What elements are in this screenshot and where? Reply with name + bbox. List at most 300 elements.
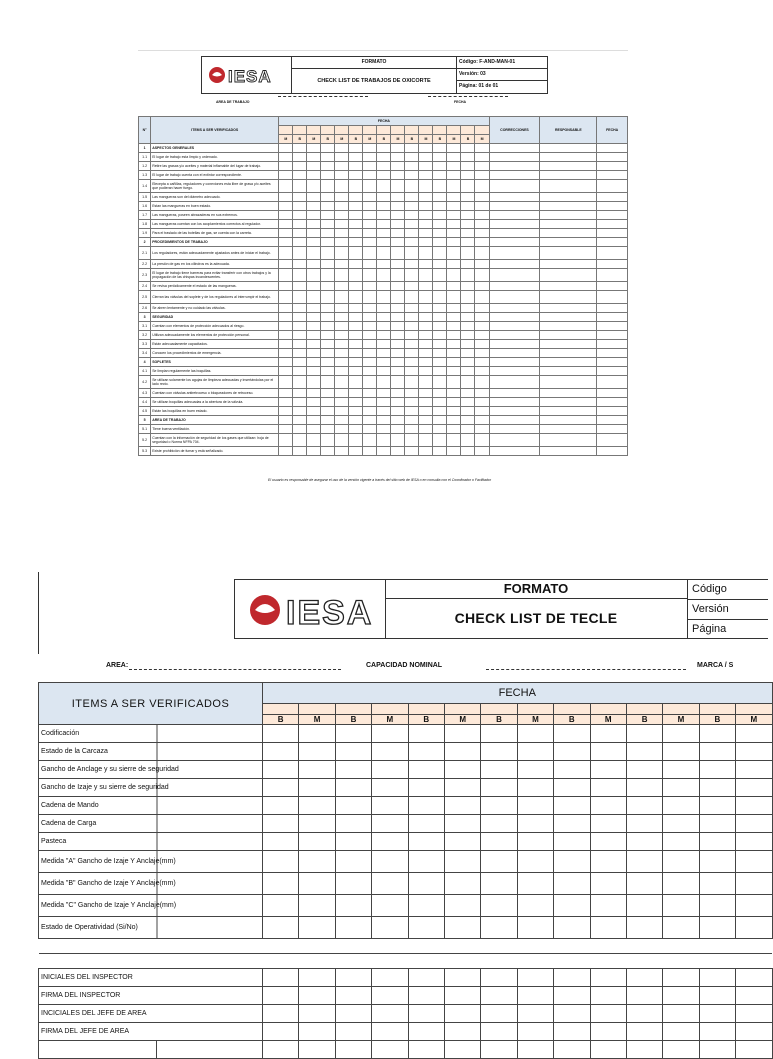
check-cell[interactable] <box>335 398 349 407</box>
check-cell[interactable] <box>736 725 772 743</box>
check-cell[interactable] <box>293 153 307 162</box>
check-cell[interactable] <box>699 815 735 833</box>
signature-cell[interactable] <box>663 969 699 987</box>
check-cell[interactable] <box>307 331 321 340</box>
check-cell[interactable] <box>321 322 335 331</box>
check-cell[interactable] <box>335 193 349 202</box>
check-cell[interactable] <box>405 322 419 331</box>
check-cell[interactable] <box>335 229 349 238</box>
check-cell[interactable] <box>408 797 444 815</box>
check-cell[interactable] <box>307 313 321 322</box>
check-cell[interactable] <box>335 269 349 282</box>
check-cell[interactable] <box>335 260 349 269</box>
check-cell[interactable] <box>391 211 405 220</box>
check-cell[interactable] <box>444 815 480 833</box>
check-cell[interactable] <box>489 238 540 247</box>
check-cell[interactable] <box>540 162 597 171</box>
signature-cell[interactable] <box>699 1005 735 1023</box>
check-cell[interactable] <box>540 229 597 238</box>
check-cell[interactable] <box>293 180 307 193</box>
check-cell[interactable] <box>517 833 553 851</box>
check-cell[interactable] <box>391 425 405 434</box>
check-cell[interactable] <box>540 202 597 211</box>
check-cell[interactable] <box>475 331 489 340</box>
check-cell[interactable] <box>433 358 447 367</box>
check-cell[interactable] <box>461 144 475 153</box>
check-cell[interactable] <box>489 193 540 202</box>
check-cell[interactable] <box>377 313 391 322</box>
check-cell[interactable] <box>349 358 363 367</box>
check-cell[interactable] <box>597 358 628 367</box>
signature-cell[interactable] <box>517 1023 553 1041</box>
check-cell[interactable] <box>540 260 597 269</box>
date-cell[interactable] <box>736 704 772 715</box>
check-cell[interactable] <box>475 367 489 376</box>
check-cell[interactable] <box>475 291 489 304</box>
check-cell[interactable] <box>377 162 391 171</box>
check-cell[interactable] <box>391 340 405 349</box>
check-cell[interactable] <box>489 322 540 331</box>
check-cell[interactable] <box>377 282 391 291</box>
check-cell[interactable] <box>447 211 461 220</box>
check-cell[interactable] <box>299 743 335 761</box>
check-cell[interactable] <box>405 229 419 238</box>
signature-cell[interactable] <box>299 1005 335 1023</box>
check-cell[interactable] <box>590 761 626 779</box>
check-cell[interactable] <box>597 340 628 349</box>
signature-cell[interactable] <box>408 1005 444 1023</box>
date-cell[interactable] <box>335 704 371 715</box>
check-cell[interactable] <box>263 873 299 895</box>
check-cell[interactable] <box>307 447 321 456</box>
check-cell[interactable] <box>363 407 377 416</box>
check-cell[interactable] <box>540 407 597 416</box>
check-cell[interactable] <box>377 322 391 331</box>
check-cell[interactable] <box>349 313 363 322</box>
check-cell[interactable] <box>335 153 349 162</box>
check-cell[interactable] <box>321 171 335 180</box>
check-cell[interactable] <box>489 425 540 434</box>
check-cell[interactable] <box>419 447 433 456</box>
check-cell[interactable] <box>349 389 363 398</box>
signature-cell[interactable] <box>663 1005 699 1023</box>
check-cell[interactable] <box>433 425 447 434</box>
check-cell[interactable] <box>461 340 475 349</box>
check-cell[interactable] <box>363 389 377 398</box>
check-cell[interactable] <box>481 917 517 939</box>
check-cell[interactable] <box>597 247 628 260</box>
check-cell[interactable] <box>321 238 335 247</box>
signature-cell[interactable] <box>699 1023 735 1041</box>
check-cell[interactable] <box>736 917 772 939</box>
check-cell[interactable] <box>444 797 480 815</box>
date-cell[interactable] <box>626 704 662 715</box>
check-cell[interactable] <box>475 304 489 313</box>
check-cell[interactable] <box>461 162 475 171</box>
check-cell[interactable] <box>279 269 293 282</box>
check-cell[interactable] <box>293 434 307 447</box>
check-cell[interactable] <box>321 162 335 171</box>
check-cell[interactable] <box>405 376 419 389</box>
date-cell[interactable] <box>481 704 517 715</box>
check-cell[interactable] <box>335 162 349 171</box>
signature-cell[interactable] <box>481 969 517 987</box>
check-cell[interactable] <box>335 425 349 434</box>
check-cell[interactable] <box>419 282 433 291</box>
check-cell[interactable] <box>554 743 590 761</box>
check-cell[interactable] <box>335 331 349 340</box>
check-cell[interactable] <box>377 260 391 269</box>
check-cell[interactable] <box>279 144 293 153</box>
check-cell[interactable] <box>626 895 662 917</box>
check-cell[interactable] <box>489 220 540 229</box>
check-cell[interactable] <box>377 389 391 398</box>
check-cell[interactable] <box>489 291 540 304</box>
check-cell[interactable] <box>335 211 349 220</box>
date-cell[interactable] <box>433 126 447 135</box>
check-cell[interactable] <box>293 304 307 313</box>
check-cell[interactable] <box>293 331 307 340</box>
check-cell[interactable] <box>405 416 419 425</box>
check-cell[interactable] <box>372 895 408 917</box>
signature-cell[interactable] <box>335 987 371 1005</box>
check-cell[interactable] <box>307 202 321 211</box>
check-cell[interactable] <box>391 144 405 153</box>
check-cell[interactable] <box>391 416 405 425</box>
check-cell[interactable] <box>419 340 433 349</box>
check-cell[interactable] <box>321 153 335 162</box>
signature-cell[interactable] <box>554 969 590 987</box>
check-cell[interactable] <box>321 229 335 238</box>
check-cell[interactable] <box>475 162 489 171</box>
check-cell[interactable] <box>475 349 489 358</box>
check-cell[interactable] <box>489 269 540 282</box>
check-cell[interactable] <box>335 376 349 389</box>
check-cell[interactable] <box>590 851 626 873</box>
check-cell[interactable] <box>335 833 371 851</box>
check-cell[interactable] <box>405 358 419 367</box>
check-cell[interactable] <box>489 247 540 260</box>
check-cell[interactable] <box>626 725 662 743</box>
check-cell[interactable] <box>307 162 321 171</box>
check-cell[interactable] <box>321 367 335 376</box>
check-cell[interactable] <box>447 447 461 456</box>
check-cell[interactable] <box>377 171 391 180</box>
check-cell[interactable] <box>391 269 405 282</box>
check-cell[interactable] <box>363 340 377 349</box>
check-cell[interactable] <box>447 282 461 291</box>
check-cell[interactable] <box>363 180 377 193</box>
check-cell[interactable] <box>349 416 363 425</box>
check-cell[interactable] <box>597 349 628 358</box>
check-cell[interactable] <box>419 220 433 229</box>
check-cell[interactable] <box>663 873 699 895</box>
check-cell[interactable] <box>597 162 628 171</box>
check-cell[interactable] <box>554 873 590 895</box>
check-cell[interactable] <box>391 291 405 304</box>
check-cell[interactable] <box>405 313 419 322</box>
check-cell[interactable] <box>408 917 444 939</box>
check-cell[interactable] <box>447 260 461 269</box>
check-cell[interactable] <box>461 367 475 376</box>
check-cell[interactable] <box>447 162 461 171</box>
check-cell[interactable] <box>597 304 628 313</box>
check-cell[interactable] <box>321 398 335 407</box>
check-cell[interactable] <box>447 153 461 162</box>
check-cell[interactable] <box>481 833 517 851</box>
check-cell[interactable] <box>263 815 299 833</box>
check-cell[interactable] <box>481 743 517 761</box>
check-cell[interactable] <box>391 153 405 162</box>
check-cell[interactable] <box>419 313 433 322</box>
check-cell[interactable] <box>481 873 517 895</box>
check-cell[interactable] <box>335 247 349 260</box>
check-cell[interactable] <box>540 269 597 282</box>
check-cell[interactable] <box>377 376 391 389</box>
check-cell[interactable] <box>489 229 540 238</box>
check-cell[interactable] <box>461 269 475 282</box>
check-cell[interactable] <box>736 779 772 797</box>
check-cell[interactable] <box>349 220 363 229</box>
check-cell[interactable] <box>349 322 363 331</box>
check-cell[interactable] <box>307 260 321 269</box>
check-cell[interactable] <box>461 247 475 260</box>
check-cell[interactable] <box>372 743 408 761</box>
check-cell[interactable] <box>597 282 628 291</box>
check-cell[interactable] <box>489 153 540 162</box>
check-cell[interactable] <box>349 229 363 238</box>
check-cell[interactable] <box>307 367 321 376</box>
date-cell[interactable] <box>554 704 590 715</box>
check-cell[interactable] <box>321 180 335 193</box>
check-cell[interactable] <box>321 447 335 456</box>
check-cell[interactable] <box>517 815 553 833</box>
check-cell[interactable] <box>540 425 597 434</box>
check-cell[interactable] <box>597 407 628 416</box>
check-cell[interactable] <box>405 238 419 247</box>
check-cell[interactable] <box>391 358 405 367</box>
check-cell[interactable] <box>335 144 349 153</box>
check-cell[interactable] <box>489 202 540 211</box>
check-cell[interactable] <box>335 282 349 291</box>
signature-cell[interactable] <box>736 1023 772 1041</box>
check-cell[interactable] <box>307 434 321 447</box>
check-cell[interactable] <box>408 873 444 895</box>
check-cell[interactable] <box>377 247 391 260</box>
check-cell[interactable] <box>419 304 433 313</box>
check-cell[interactable] <box>419 247 433 260</box>
check-cell[interactable] <box>405 349 419 358</box>
check-cell[interactable] <box>447 416 461 425</box>
check-cell[interactable] <box>540 291 597 304</box>
check-cell[interactable] <box>321 376 335 389</box>
check-cell[interactable] <box>663 833 699 851</box>
check-cell[interactable] <box>321 434 335 447</box>
check-cell[interactable] <box>372 815 408 833</box>
check-cell[interactable] <box>377 416 391 425</box>
check-cell[interactable] <box>699 851 735 873</box>
check-cell[interactable] <box>321 269 335 282</box>
signature-cell[interactable] <box>444 1023 480 1041</box>
check-cell[interactable] <box>447 322 461 331</box>
check-cell[interactable] <box>554 725 590 743</box>
check-cell[interactable] <box>363 260 377 269</box>
check-cell[interactable] <box>489 171 540 180</box>
check-cell[interactable] <box>335 349 349 358</box>
signature-cell[interactable] <box>444 1005 480 1023</box>
check-cell[interactable] <box>321 349 335 358</box>
check-cell[interactable] <box>590 917 626 939</box>
check-cell[interactable] <box>335 407 349 416</box>
check-cell[interactable] <box>335 238 349 247</box>
check-cell[interactable] <box>279 180 293 193</box>
check-cell[interactable] <box>335 180 349 193</box>
check-cell[interactable] <box>419 416 433 425</box>
check-cell[interactable] <box>335 416 349 425</box>
check-cell[interactable] <box>391 389 405 398</box>
check-cell[interactable] <box>377 398 391 407</box>
check-cell[interactable] <box>335 779 371 797</box>
check-cell[interactable] <box>626 917 662 939</box>
check-cell[interactable] <box>736 895 772 917</box>
check-cell[interactable] <box>408 895 444 917</box>
check-cell[interactable] <box>419 322 433 331</box>
check-cell[interactable] <box>433 211 447 220</box>
check-cell[interactable] <box>419 238 433 247</box>
check-cell[interactable] <box>736 815 772 833</box>
check-cell[interactable] <box>293 447 307 456</box>
check-cell[interactable] <box>321 340 335 349</box>
check-cell[interactable] <box>363 291 377 304</box>
check-cell[interactable] <box>391 162 405 171</box>
signature-cell[interactable] <box>263 1023 299 1041</box>
check-cell[interactable] <box>372 779 408 797</box>
check-cell[interactable] <box>335 815 371 833</box>
check-cell[interactable] <box>299 833 335 851</box>
check-cell[interactable] <box>293 313 307 322</box>
check-cell[interactable] <box>517 851 553 873</box>
signature-cell[interactable] <box>590 987 626 1005</box>
signature-cell[interactable] <box>408 987 444 1005</box>
check-cell[interactable] <box>444 851 480 873</box>
check-cell[interactable] <box>321 211 335 220</box>
check-cell[interactable] <box>433 349 447 358</box>
check-cell[interactable] <box>444 743 480 761</box>
check-cell[interactable] <box>419 407 433 416</box>
check-cell[interactable] <box>447 291 461 304</box>
check-cell[interactable] <box>335 367 349 376</box>
check-cell[interactable] <box>391 331 405 340</box>
date-cell[interactable] <box>590 704 626 715</box>
check-cell[interactable] <box>335 340 349 349</box>
check-cell[interactable] <box>293 282 307 291</box>
check-cell[interactable] <box>597 313 628 322</box>
check-cell[interactable] <box>363 144 377 153</box>
check-cell[interactable] <box>540 358 597 367</box>
check-cell[interactable] <box>377 202 391 211</box>
check-cell[interactable] <box>363 153 377 162</box>
check-cell[interactable] <box>335 447 349 456</box>
check-cell[interactable] <box>299 761 335 779</box>
check-cell[interactable] <box>489 349 540 358</box>
check-cell[interactable] <box>444 917 480 939</box>
check-cell[interactable] <box>307 193 321 202</box>
check-cell[interactable] <box>626 851 662 873</box>
check-cell[interactable] <box>335 291 349 304</box>
check-cell[interactable] <box>377 220 391 229</box>
check-cell[interactable] <box>590 725 626 743</box>
check-cell[interactable] <box>377 269 391 282</box>
check-cell[interactable] <box>699 779 735 797</box>
signature-cell[interactable] <box>408 969 444 987</box>
check-cell[interactable] <box>293 407 307 416</box>
check-cell[interactable] <box>372 725 408 743</box>
check-cell[interactable] <box>481 815 517 833</box>
date-cell[interactable] <box>377 126 391 135</box>
check-cell[interactable] <box>626 873 662 895</box>
check-cell[interactable] <box>279 220 293 229</box>
check-cell[interactable] <box>377 180 391 193</box>
check-cell[interactable] <box>489 313 540 322</box>
check-cell[interactable] <box>363 229 377 238</box>
check-cell[interactable] <box>349 144 363 153</box>
check-cell[interactable] <box>419 193 433 202</box>
check-cell[interactable] <box>363 247 377 260</box>
signature-cell[interactable] <box>554 987 590 1005</box>
check-cell[interactable] <box>391 193 405 202</box>
check-cell[interactable] <box>349 260 363 269</box>
check-cell[interactable] <box>279 202 293 211</box>
check-cell[interactable] <box>307 322 321 331</box>
check-cell[interactable] <box>293 260 307 269</box>
check-cell[interactable] <box>419 260 433 269</box>
check-cell[interactable] <box>597 425 628 434</box>
check-cell[interactable] <box>475 376 489 389</box>
check-cell[interactable] <box>335 797 371 815</box>
check-cell[interactable] <box>444 725 480 743</box>
check-cell[interactable] <box>321 331 335 340</box>
check-cell[interactable] <box>335 743 371 761</box>
check-cell[interactable] <box>279 291 293 304</box>
check-cell[interactable] <box>447 434 461 447</box>
check-cell[interactable] <box>391 260 405 269</box>
check-cell[interactable] <box>489 434 540 447</box>
check-cell[interactable] <box>391 238 405 247</box>
check-cell[interactable] <box>363 434 377 447</box>
check-cell[interactable] <box>321 416 335 425</box>
check-cell[interactable] <box>433 322 447 331</box>
check-cell[interactable] <box>419 153 433 162</box>
check-cell[interactable] <box>475 202 489 211</box>
check-cell[interactable] <box>307 180 321 193</box>
check-cell[interactable] <box>517 779 553 797</box>
check-cell[interactable] <box>307 171 321 180</box>
check-cell[interactable] <box>293 269 307 282</box>
date-cell[interactable] <box>391 126 405 135</box>
check-cell[interactable] <box>363 416 377 425</box>
check-cell[interactable] <box>699 917 735 939</box>
check-cell[interactable] <box>481 895 517 917</box>
check-cell[interactable] <box>405 260 419 269</box>
check-cell[interactable] <box>363 331 377 340</box>
check-cell[interactable] <box>307 416 321 425</box>
check-cell[interactable] <box>377 144 391 153</box>
check-cell[interactable] <box>405 291 419 304</box>
check-cell[interactable] <box>540 322 597 331</box>
check-cell[interactable] <box>321 202 335 211</box>
check-cell[interactable] <box>461 260 475 269</box>
check-cell[interactable] <box>597 291 628 304</box>
